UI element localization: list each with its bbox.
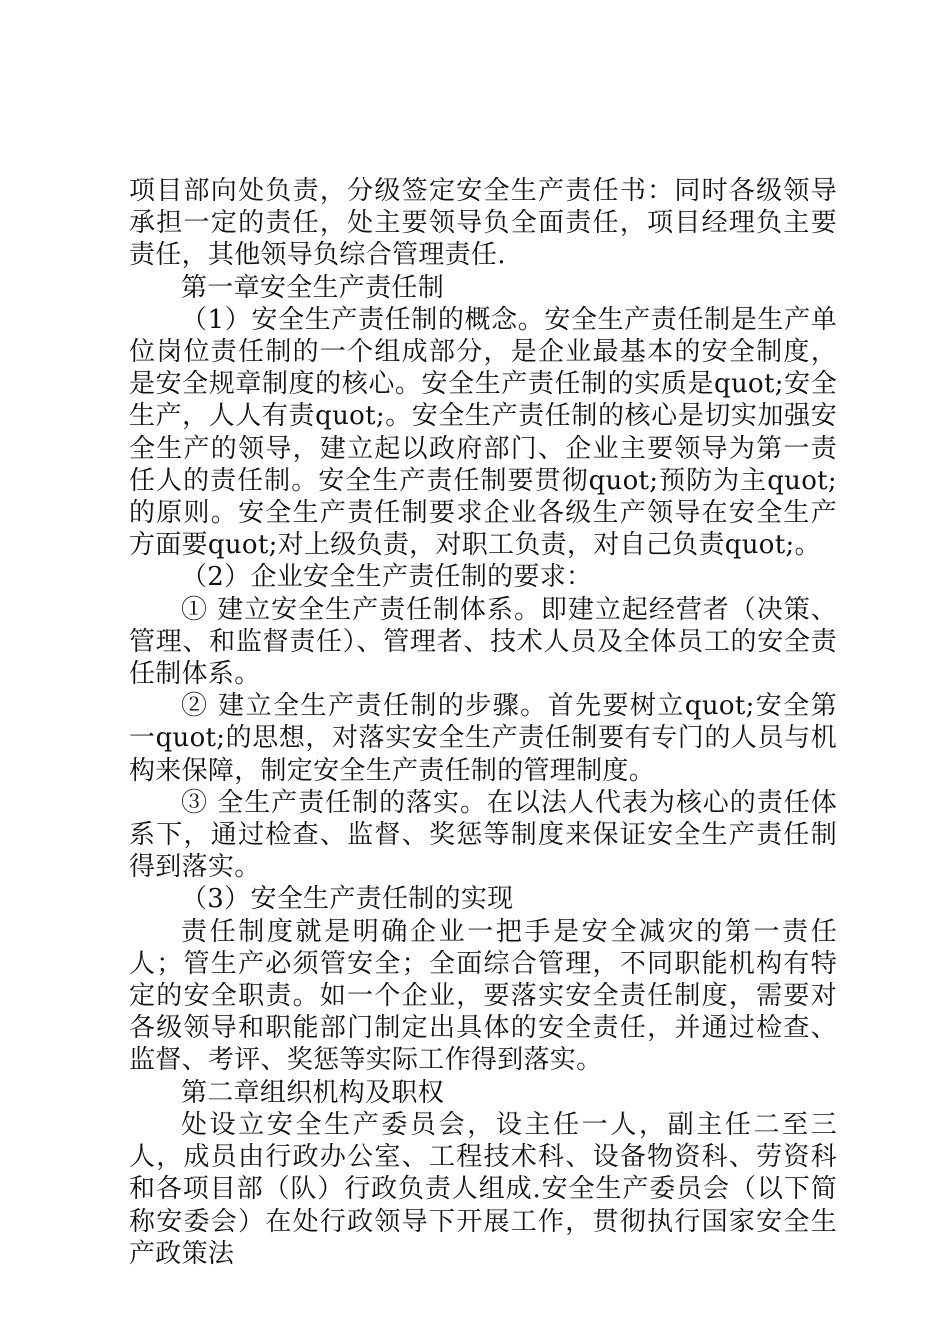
paragraph-realization: 责任制度就是明确企业一把手是安全减灾的第一责任人；管生产必须管安全；全面综合管理，不同职能机构有特定的安全职责。如一个企业，要落实安全责任制度，需要对各级领导和职能部门制定出具体的安全责任，并通过检查、监督、考评、奖惩等实际工作得到落实。 [129,916,837,1076]
document-page [129,175,837,1270]
paragraph-intro: 项目部向处负责，分级签定安全生产责任书：同时各级领导承担一定的责任，处主要领导负全面责任，项目经理负主要责任，其他领导负综合管理责任. [129,176,837,271]
paragraph-committee: 处设立安全生产委员会，设主任一人，副主任二至三人，成员由行政办公室、工程技术科、设备物资科、劳资科和各项目部（队）行政负责人组成.安全生产委员会（以下简称安委会）在处行政领导下开展工作，贯彻执行国家安全生产政策法 [129,1109,837,1269]
paragraph-item-2: ② 建立全生产责任制的步骤。首先要树立quot;安全第一quot;的思想，对落实安全生产责任制要有专门的人员与机构来保障，制定安全生产责任制的管理制度。 [129,691,837,786]
paragraph-requirements-heading: （2）企业安全生产责任制的要求： [181,562,593,593]
paragraph-realization-heading: （3）安全生产责任制的实现 [181,884,514,915]
chapter-1-heading: 第一章安全生产责任制 [181,272,445,303]
chapter-2-heading: 第二章组织机构及职权 [181,1077,445,1108]
paragraph-item-3: ③ 全生产责任制的落实。在以法人代表为核心的责任体系下，通过检查、监督、奖惩等制度来保证安全生产责任制得到落实。 [129,787,837,883]
paragraph-concept: （1）安全生产责任制的概念。安全生产责任制是生产单位岗位责任制的一个组成部分，是企业最基本的安全制度，是安全规章制度的核心。安全生产责任制的实质是quot;安全生产，人人有责quot;。安全生产责任制的核心是切实加强安全生产的领导，建立起以政府部门、企业主要领导为第一责任人的责任制。安全生产责任制要贯彻quot;预防为主quot;的原则。安全生产责任制要求企业各级生产领导在安全生产方面要quot;对上级负责，对职工负责，对自己负责quot;。 [129,304,837,561]
paragraph-item-1: ① 建立安全生产责任制体系。即建立起经营者（决策、管理、和监督责任）、管理者、技术人员及全体员工的安全责任制体系。 [129,594,837,690]
